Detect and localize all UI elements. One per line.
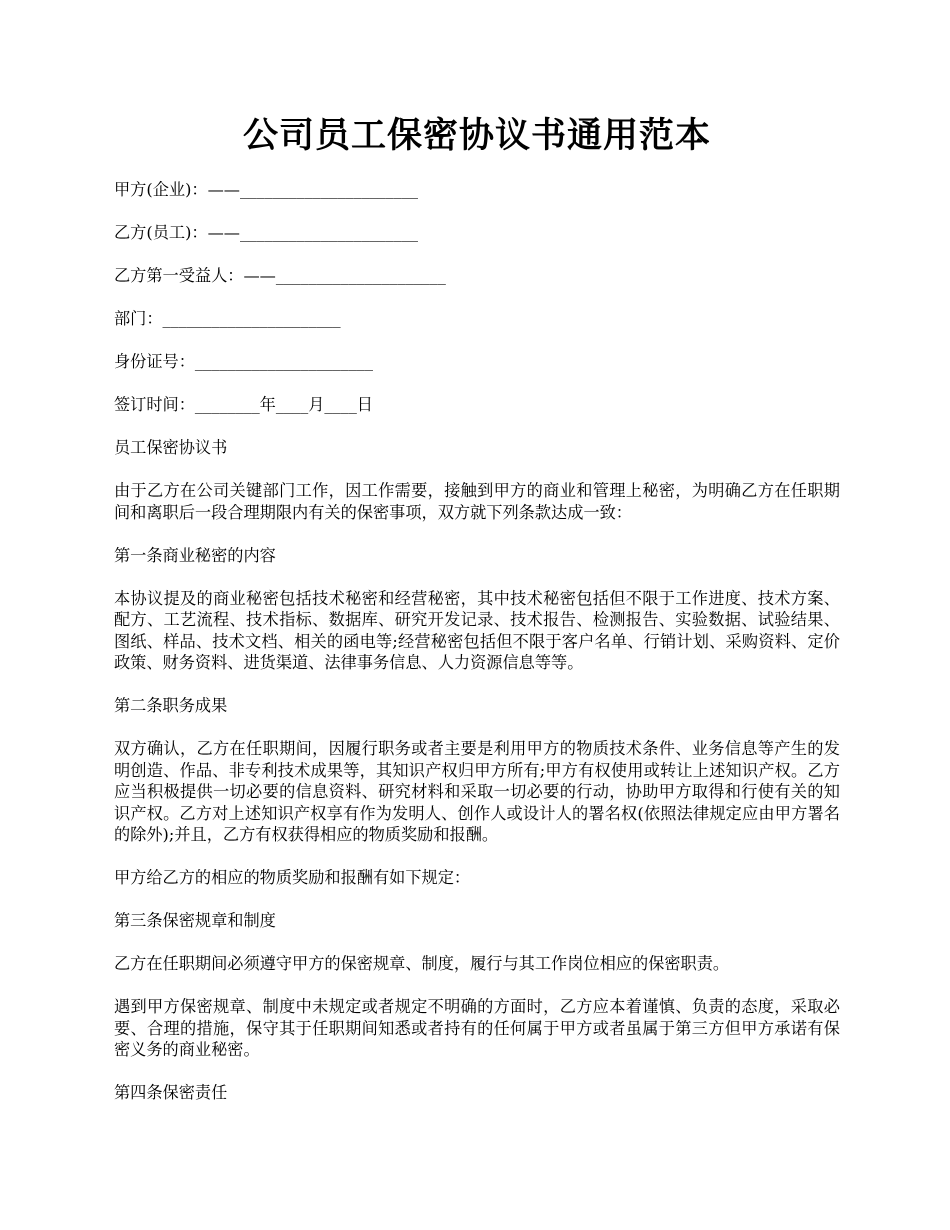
signing-date-field: 签订时间：________年____月____日 [114, 395, 373, 414]
article-3-text-2: 遇到甲方保密规章、制度中未规定或者规定不明确的方面时，乙方应本着谨慎、负责的态度，采取必要、合理的措施，保守其于任职期间知悉或者持有的任何属于甲方或者虽属于第三方但甲方承诺有保密义务的商业秘密。 [114, 997, 840, 1059]
intro-paragraph: 由于乙方在公司关键部门工作，因工作需要，接触到甲方的商业和管理上秘密，为明确乙方在任职期间和离职后一段合理期限内有关的保密事项，双方就下列条款达成一致： [114, 481, 840, 522]
beneficiary-field: 乙方第一受益人：——_____________________ [114, 266, 446, 285]
party-b-field: 乙方(员工)：——______________________ [114, 223, 419, 242]
article-2-note: 甲方给乙方的相应的物质奖励和报酬有如下规定： [114, 868, 471, 887]
doc-subtitle: 员工保密协议书 [114, 438, 228, 457]
article-3-heading: 第三条保密规章和制度 [114, 911, 276, 930]
article-4-heading: 第四条保密责任 [114, 1083, 228, 1102]
party-a-field: 甲方(企业)：——______________________ [114, 180, 419, 199]
document-body [114, 179, 840, 1104]
document-title: 公司员工保密协议书通用范本 [242, 115, 711, 156]
article-2-text: 双方确认，乙方在任职期间，因履行职务或者主要是利用甲方的物质技术条件、业务信息等产生的发明创造、作品、非专利技术成果等，其知识产权归甲方所有;甲方有权使用或转让上述知识产权。乙方应当积极提供一切必要的信息资料、研究材料和采取一切必要的行动，协助甲方取得和行使有关的知识产权。乙方对上述知识产权享有作为发明人、创作人或设计人的署名权(依照法律规定应由甲方署名的除外);并且，乙方有权获得相应的物质奖励和报酬。 [114, 739, 840, 844]
department-field: 部门：______________________ [114, 309, 341, 328]
id-number-field: 身份证号：______________________ [114, 352, 373, 371]
article-1-text: 本协议提及的商业秘密包括技术秘密和经营秘密，其中技术秘密包括但不限于工作进度、技术方案、配方、工艺流程、技术指标、数据库、研究开发记录、技术报告、检测报告、实验数据、试验结果、图纸、样品、技术文档、相关的函电等;经营秘密包括但不限于客户名单、行销计划、采购资料、定价政策、财务资料、进货渠道、法律事务信息、人力资源信息等等。 [114, 588, 840, 672]
article-1-heading: 第一条商业秘密的内容 [114, 545, 276, 565]
article-2-heading: 第二条职务成果 [114, 696, 228, 715]
article-3-text-1: 乙方在任职期间必须遵守甲方的保密规章、制度，履行与其工作岗位相应的保密职责。 [114, 954, 730, 973]
